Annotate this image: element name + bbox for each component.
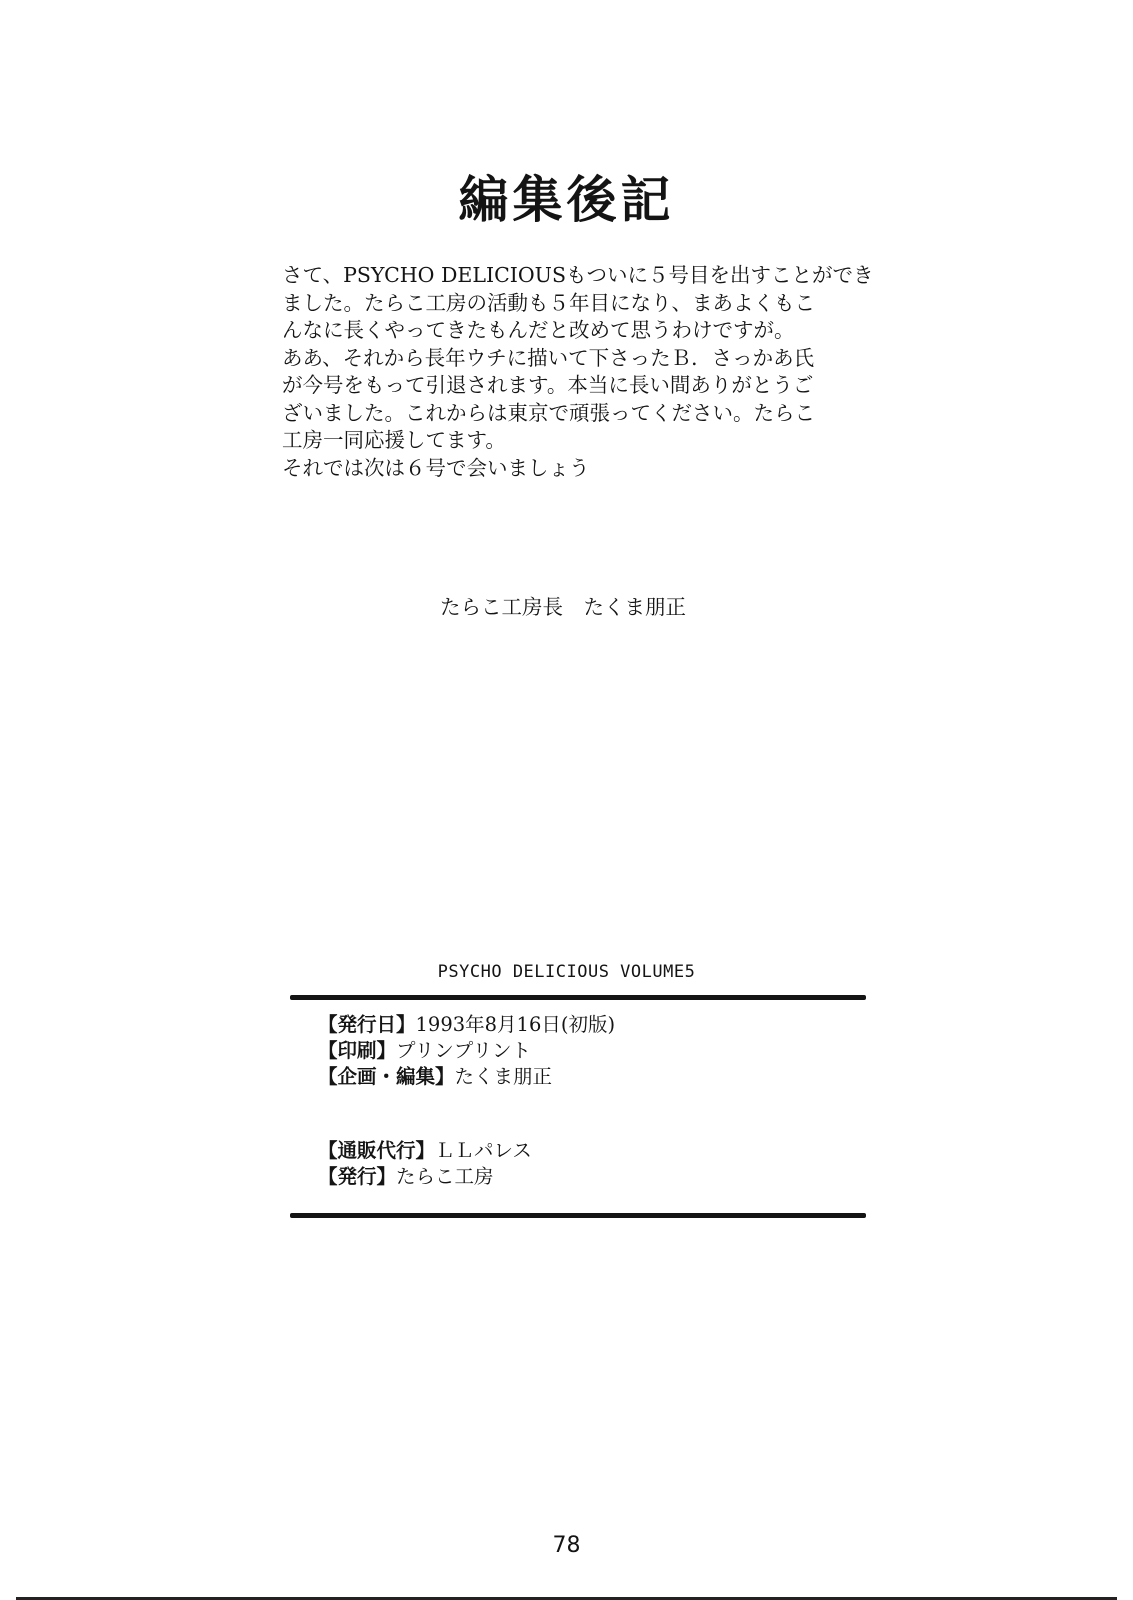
colophon-label: 【企画・編集】 xyxy=(318,1065,455,1088)
afterword-line: 工房一同応援してます。 xyxy=(282,428,506,452)
colophon-distribution xyxy=(318,1138,532,1190)
afterword-line: んなに長くやってきたもんだと改めて思うわけですが。 xyxy=(282,318,795,342)
colophon-entry xyxy=(318,1164,532,1190)
afterword-text xyxy=(282,262,874,482)
page-title: 編集後記 xyxy=(458,171,675,229)
afterword-line: が今号をもって引退されます。本当に長い間ありがとうご xyxy=(282,373,814,397)
colophon-value: たらこ工房 xyxy=(396,1165,494,1188)
afterword-line: ました。たらこ工房の活動も５年目になり、まあよくもこ xyxy=(282,290,815,315)
colophon-value: 1993年8月16日(初版) xyxy=(415,1013,616,1036)
colophon-entry xyxy=(318,1138,532,1164)
afterword-line: ざいました。これからは東京で頑張ってください。たらこ xyxy=(282,400,815,425)
colophon-entry xyxy=(318,1012,615,1038)
colophon-value: ＬＬパレス xyxy=(435,1139,532,1162)
afterword-line: それでは次は６号で会いましょう xyxy=(282,455,590,480)
signature: たらこ工房長 たくま朋正 xyxy=(440,595,686,619)
colophon-entry xyxy=(318,1038,615,1064)
page-number: 78 xyxy=(552,1533,581,1558)
colophon-label: 【発行日】 xyxy=(318,1013,416,1036)
colophon-entry xyxy=(318,1064,615,1090)
colophon-label: 【印刷】 xyxy=(318,1039,397,1062)
colophon-title: PSYCHO DELICIOUS VOLUME5 xyxy=(437,962,696,982)
colophon-details xyxy=(318,1012,615,1090)
afterword-line: さて、PSYCHO DELICIOUSもついに５号目を出すことができ xyxy=(282,263,874,287)
colophon-value: プリンプリント xyxy=(396,1039,531,1062)
colophon-bottom-rule xyxy=(290,1213,866,1218)
colophon-top-rule xyxy=(290,995,866,1000)
afterword-line: ああ、それから長年ウチに描いて下さったＢ．さっかあ氏 xyxy=(282,345,815,370)
colophon-label: 【通販代行】 xyxy=(318,1139,436,1162)
colophon-label: 【発行】 xyxy=(318,1165,397,1188)
colophon-value: たくま朋正 xyxy=(454,1065,553,1088)
